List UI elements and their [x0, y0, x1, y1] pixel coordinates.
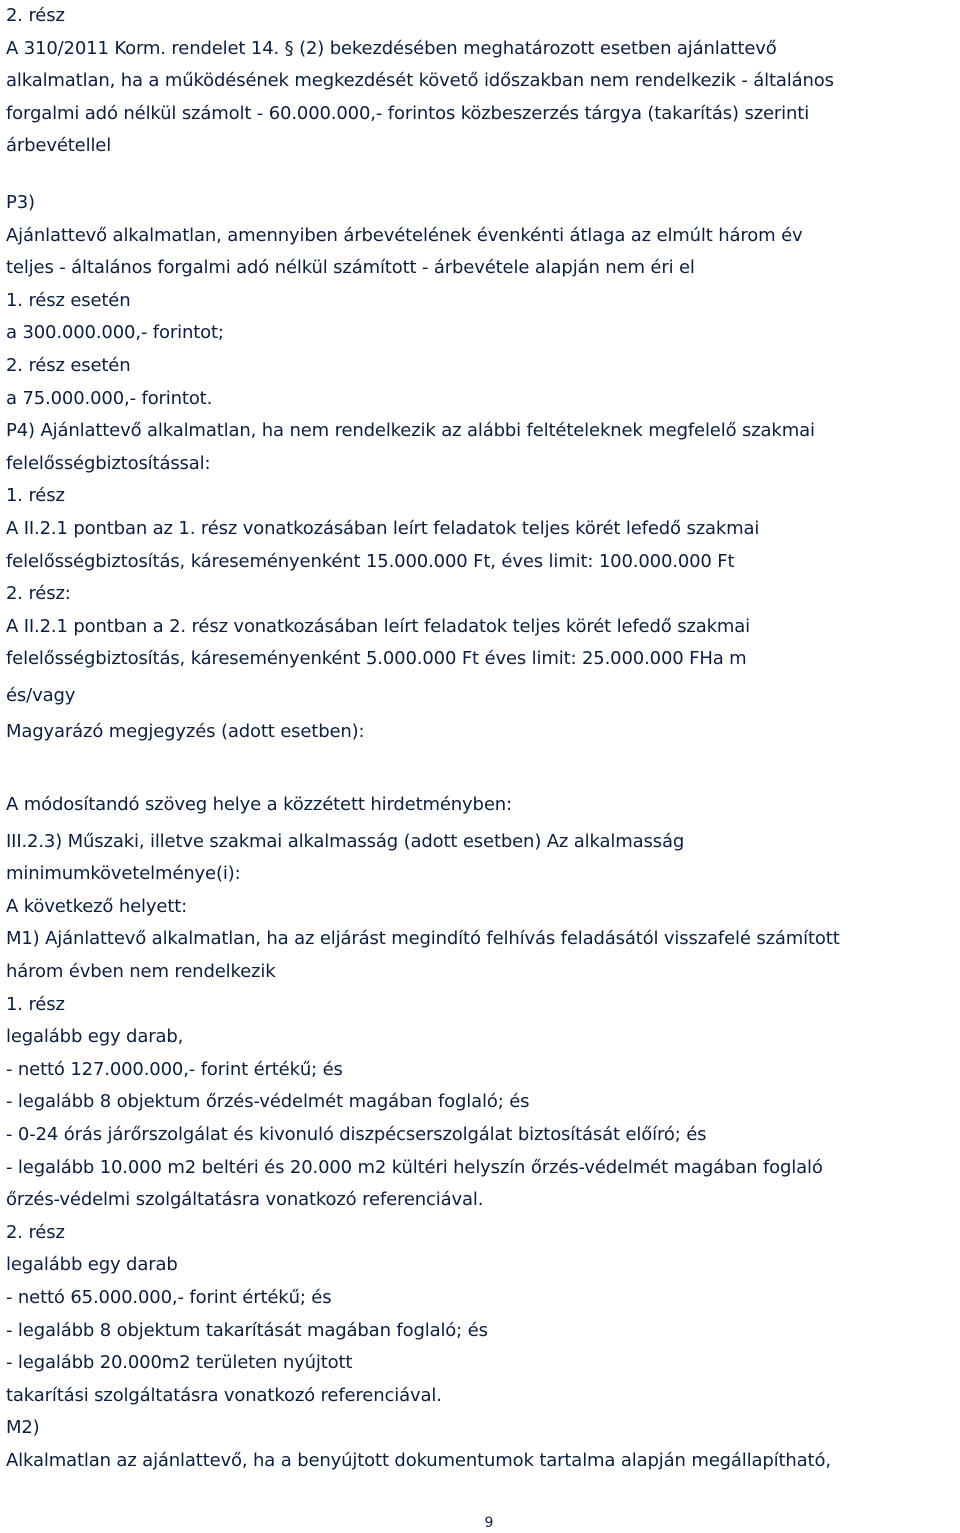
- text-line: 1. rész esetén: [6, 289, 131, 311]
- explanatory-note-label: Magyarázó megjegyzés (adott esetben):: [6, 721, 365, 743]
- text-line: felelősségbiztosítás, káreseményenként 5.000.000 Ft éves limit: 25.000.000 FHa m: [6, 648, 747, 670]
- text-line: 1. rész: [6, 993, 65, 1015]
- text-line: M1) Ajánlattevő alkalmatlan, ha az eljárást megindító felhívás feladásától visszafelé számított: [6, 928, 840, 950]
- section-p3-p4: [6, 187, 956, 676]
- text-line: - nettó 127.000.000,- forint értékű; és: [6, 1058, 343, 1080]
- text-line: minimumkövetelménye(i):: [6, 863, 241, 885]
- text-line: A módosítandó szöveg helye a közzétett hirdetményben:: [6, 794, 512, 816]
- text-line: három évben nem rendelkezik: [6, 961, 276, 983]
- and-or-label: és/vagy: [6, 684, 76, 706]
- text-line: M2): [6, 1417, 40, 1439]
- text-line: őrzés-védelmi szolgáltatásra vonatkozó referenciával.: [6, 1189, 484, 1211]
- section-notes: [6, 680, 956, 749]
- text-line: felelősségbiztosítás, káreseményenként 15.000.000 Ft, éves limit: 100.000.000 Ft: [6, 550, 735, 572]
- text-line: 2. rész: [6, 1221, 65, 1243]
- text-line: A II.2.1 pontban az 1. rész vonatkozásában leírt feladatok teljes körét lefedő szakmai: [6, 517, 760, 539]
- text-line: árbevétellel: [6, 135, 112, 157]
- text-line: 2. rész:: [6, 583, 71, 605]
- section-part2-turnover: [6, 0, 956, 163]
- document-page: [6, 0, 956, 1478]
- text-line: alkalmatlan, ha a működésének megkezdését követő időszakban nem rendelkezik - általános: [6, 70, 834, 92]
- section-m1-m2: [6, 789, 956, 1477]
- text-line: P4) Ajánlattevő alkalmatlan, ha nem rendelkezik az alábbi feltételeknek megfelelő szakmai: [6, 420, 815, 442]
- page-number: 9: [484, 1515, 494, 1531]
- text-line: 2. rész esetén: [6, 354, 131, 376]
- text-line: A 310/2011 Korm. rendelet 14. § (2) bekezdésében meghatározott esetben ajánlattevő: [6, 37, 777, 59]
- text-line: A II.2.1 pontban a 2. rész vonatkozásában leírt feladatok teljes körét lefedő szakmai: [6, 615, 750, 637]
- text-line: Ajánlattevő alkalmatlan, amennyiben árbevételének évenkénti átlaga az elmúlt három év: [6, 224, 803, 246]
- text-line: P3): [6, 191, 35, 213]
- text-line: Alkalmatlan az ajánlattevő, ha a benyújtott dokumentumok tartalma alapján megállapítható,: [6, 1449, 831, 1471]
- text-line: legalább egy darab,: [6, 1026, 184, 1048]
- text-line: A következő helyett:: [6, 895, 188, 917]
- text-line: - 0-24 órás járőrszolgálat és kivonuló diszpécserszolgálat biztosítását előíró; és: [6, 1124, 707, 1145]
- text-line: felelősségbiztosítással:: [6, 452, 211, 474]
- text-line: 2. rész: [6, 5, 65, 26]
- text-line: III.2.3) Műszaki, illetve szakmai alkalmasság (adott esetben) Az alkalmasság: [6, 830, 685, 852]
- text-line: - legalább 10.000 m2 beltéri és 20.000 m2 kültéri helyszín őrzés-védelmét magában foglaló: [6, 1156, 823, 1178]
- text-line: takarítási szolgáltatásra vonatkozó referenciával.: [6, 1384, 442, 1406]
- text-line: - nettó 65.000.000,- forint értékű; és: [6, 1286, 332, 1308]
- text-line: teljes - általános forgalmi adó nélkül számított - árbevétele alapján nem éri el: [6, 257, 695, 279]
- text-line: a 300.000.000,- forintot;: [6, 322, 224, 344]
- text-line: - legalább 8 objektum őrzés-védelmét magában foglaló; és: [6, 1091, 530, 1113]
- text-line: legalább egy darab: [6, 1254, 178, 1276]
- spacer: [6, 163, 956, 187]
- text-line: forgalmi adó nélkül számolt - 60.000.000,- forintos közbeszerzés tárgya (takarítás) szerinti: [6, 102, 810, 124]
- text-line: - legalább 8 objektum takarítását magában foglaló; és: [6, 1319, 488, 1341]
- text-line: 1. rész: [6, 485, 65, 507]
- text-line: - legalább 20.000m2 területen nyújtott: [6, 1352, 353, 1374]
- text-line: a 75.000.000,- forintot.: [6, 387, 213, 409]
- spacer: [6, 749, 956, 789]
